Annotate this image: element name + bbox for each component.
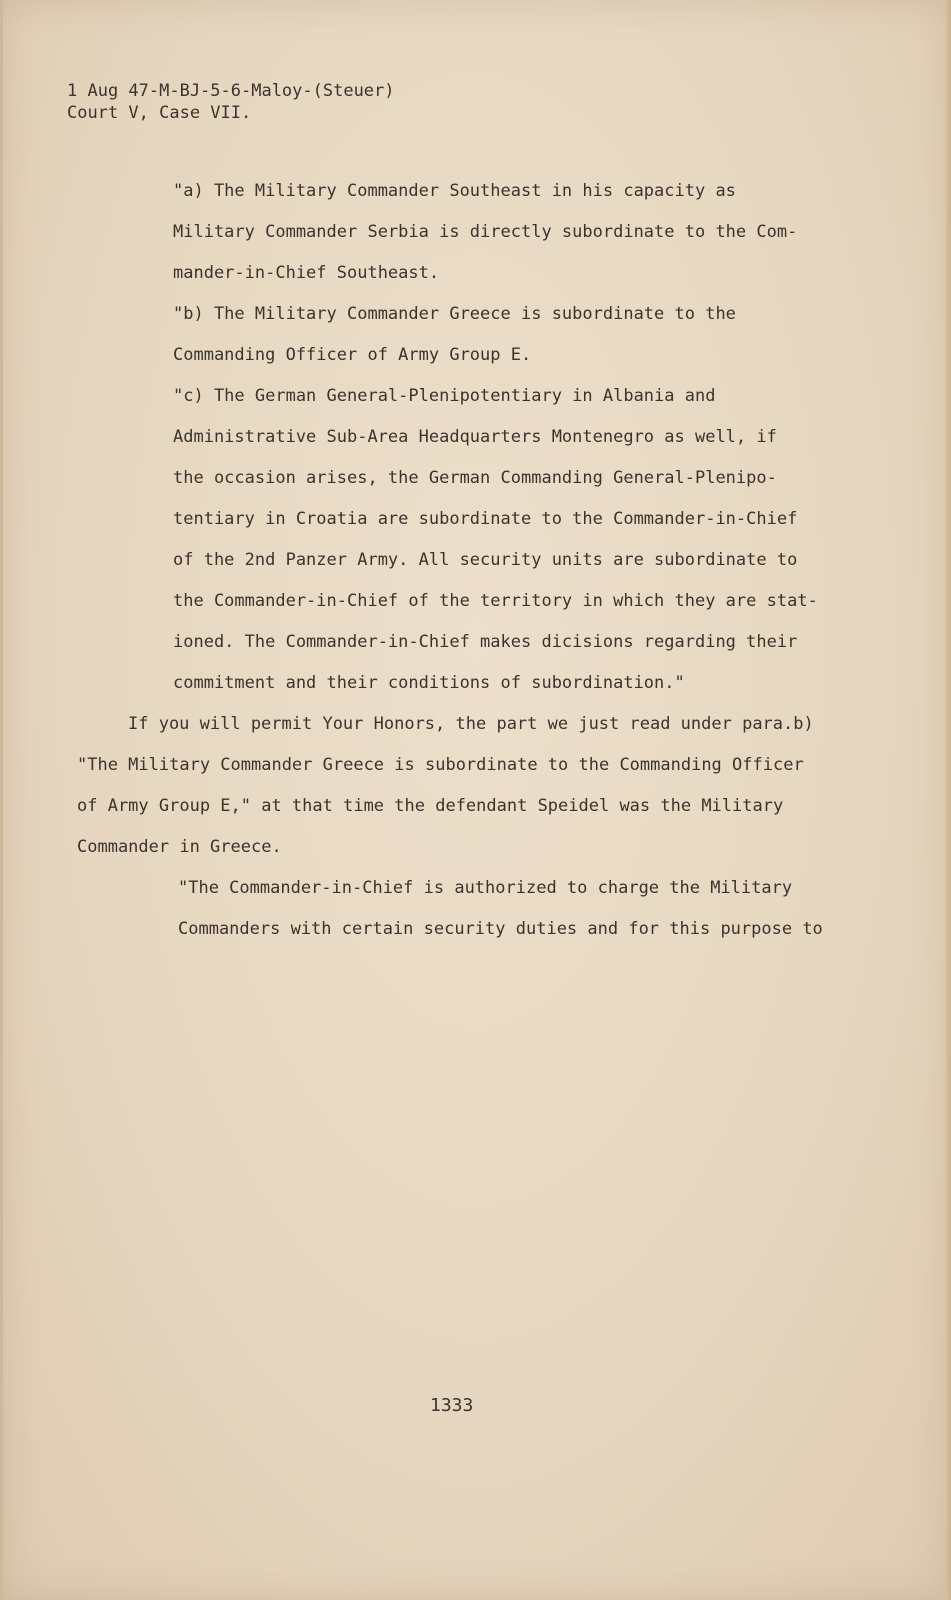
document-header: [67, 80, 395, 124]
text-line: "b) The Military Commander Greece is subordinate to the: [173, 304, 736, 324]
text-line: Commanders with certain security duties and for this purpose to: [178, 919, 823, 939]
page-number: 1333: [430, 1395, 474, 1416]
text-line: of Army Group E," at that time the defendant Speidel was the Military: [77, 796, 784, 816]
text-line: Commander in Greece.: [77, 837, 282, 857]
text-line: tentiary in Croatia are subordinate to the Commander-in-Chief: [173, 509, 798, 529]
text-line: of the 2nd Panzer Army. All security units are subordinate to: [173, 550, 798, 570]
text-line: Military Commander Serbia is directly subordinate to the Com-: [173, 222, 798, 242]
text-line: the Commander-in-Chief of the territory in which they are stat-: [173, 591, 818, 611]
text-line: "The Commander-in-Chief is authorized to charge the Military: [178, 878, 793, 898]
text-line: Administrative Sub-Area Headquarters Montenegro as well, if: [173, 427, 777, 447]
text-line: If you will permit Your Honors, the part we just read under para.b): [128, 714, 814, 734]
text-line: the occasion arises, the German Commanding General-Plenipo-: [173, 468, 777, 488]
text-line: mander-in-Chief Southeast.: [173, 263, 440, 283]
text-line: "c) The German General-Plenipotentiary in Albania and: [173, 386, 716, 406]
text-line: ioned. The Commander-in-Chief makes dicisions regarding their: [173, 632, 798, 652]
page-edge-right: [945, 0, 951, 1600]
header-court-line: Court V, Case VII.: [67, 103, 252, 123]
header-reference-line: 1 Aug 47-M-BJ-5-6-Maloy-(Steuer): [67, 81, 395, 101]
text-line: Commanding Officer of Army Group E.: [173, 345, 532, 365]
text-line: "The Military Commander Greece is subordinate to the Commanding Officer: [77, 755, 804, 775]
text-line: "a) The Military Commander Southeast in his capacity as: [173, 181, 736, 201]
text-line: commitment and their conditions of subordination.": [173, 673, 685, 693]
page-edge-left: [0, 0, 3, 1600]
